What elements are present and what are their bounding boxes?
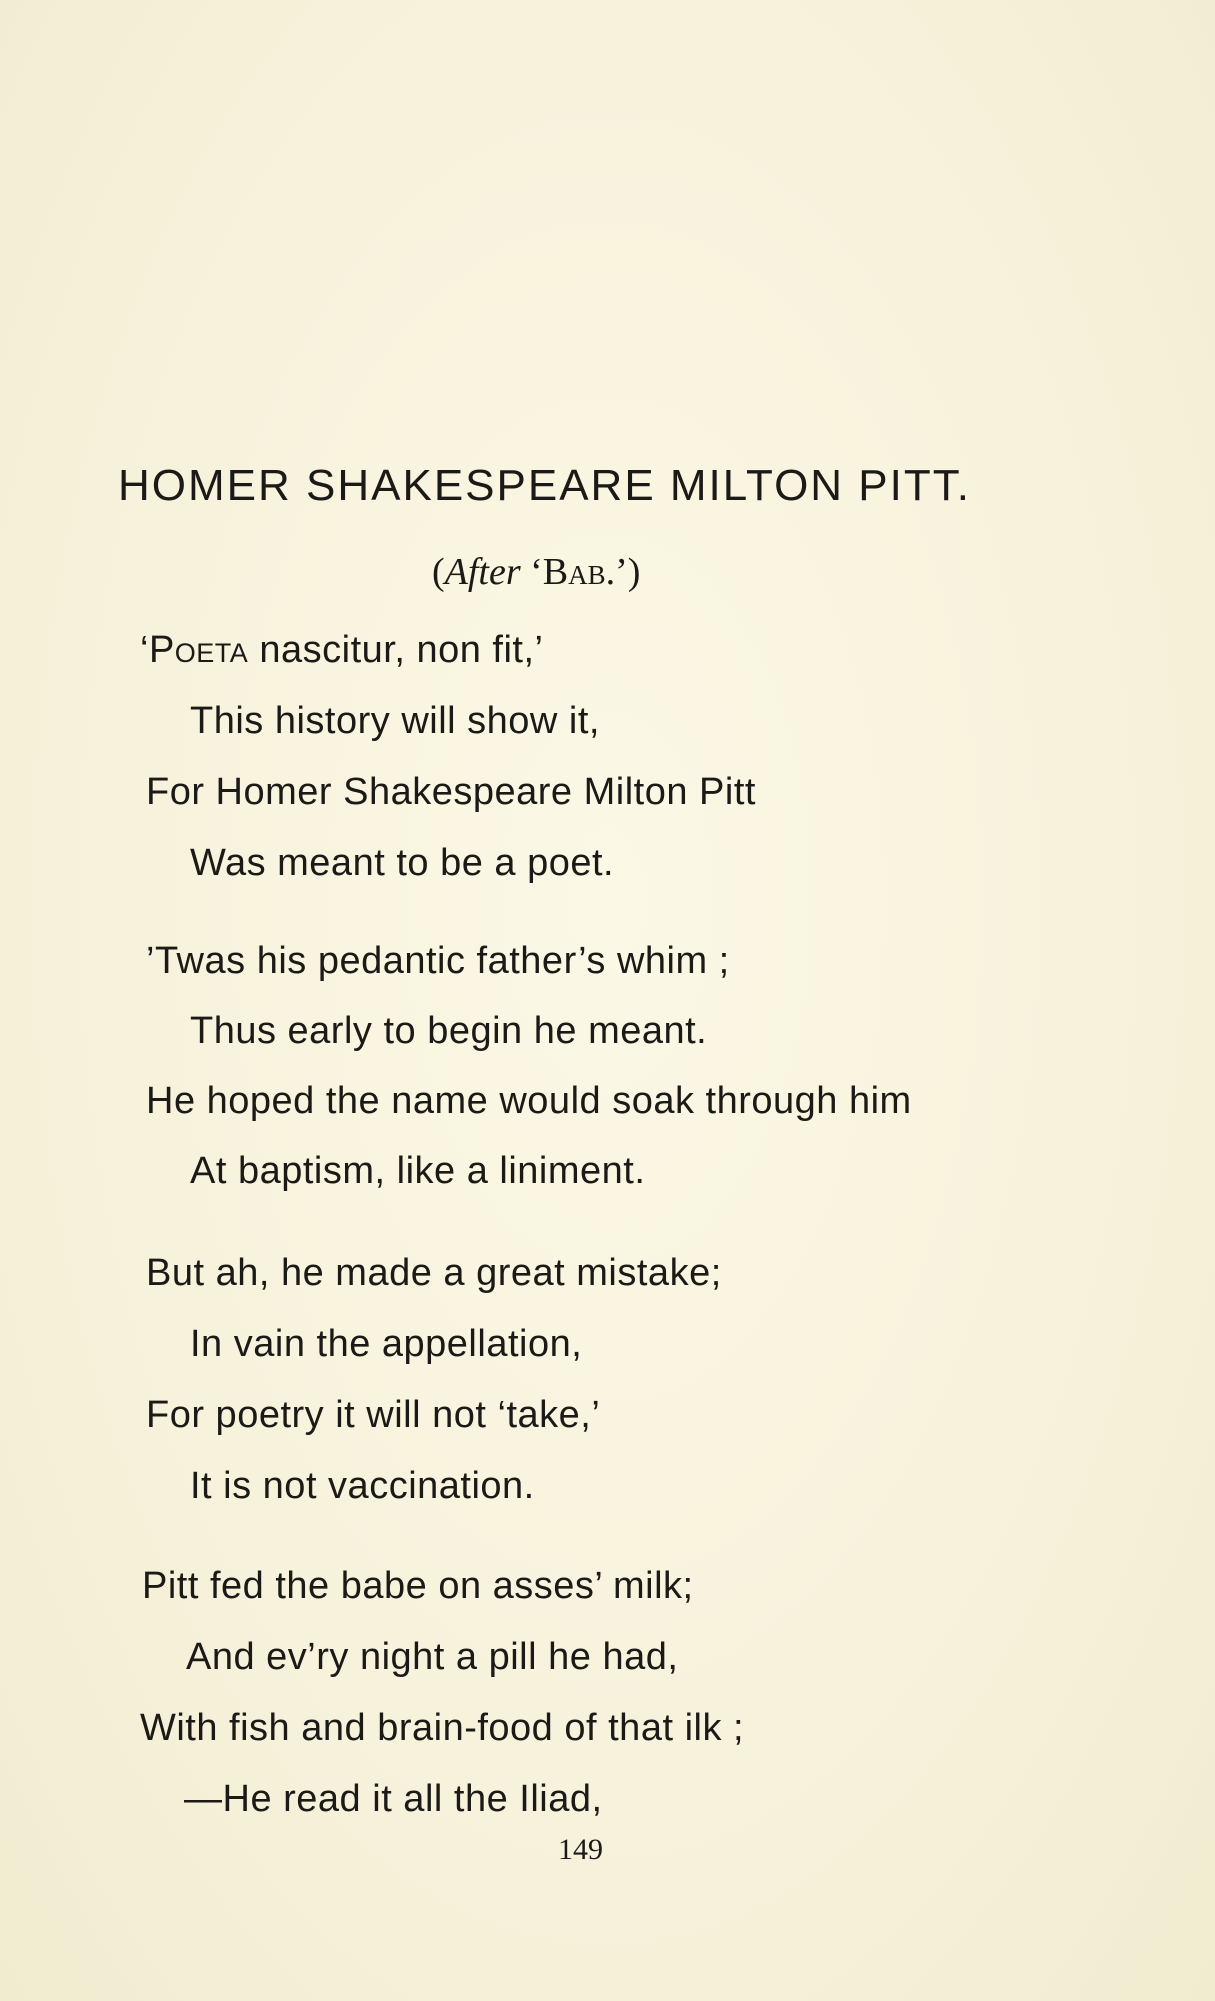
poem-line: And ev’ry night a pill he had, xyxy=(186,1636,679,1678)
page-number: 149 xyxy=(558,1833,603,1866)
poem-title: HOMER SHAKESPEARE MILTON PITT. xyxy=(118,461,971,510)
subtitle-open-paren: ( xyxy=(432,551,445,593)
poem-line: Pitt fed the babe on asses’ milk; xyxy=(142,1565,694,1607)
subtitle-bab: Bab. xyxy=(542,551,616,593)
first-line-poeta: Poeta xyxy=(148,629,249,671)
first-line-quote: ‘ xyxy=(140,629,149,671)
poem-line: But ah, he made a great mistake; xyxy=(146,1252,722,1294)
subtitle-close: ’) xyxy=(615,551,641,593)
subtitle-after: After xyxy=(444,551,521,593)
subtitle-quote: ‘ xyxy=(520,551,543,593)
poem-line: —He read it all the Iliad, xyxy=(184,1778,603,1820)
poem-line: It is not vaccination. xyxy=(190,1465,535,1507)
poem-line: He hoped the name would soak through him xyxy=(146,1080,912,1122)
poem-line: In vain the appellation, xyxy=(190,1323,583,1365)
first-line-rest: nascitur, non fit,’ xyxy=(248,629,544,671)
poem-line: Was meant to be a poet. xyxy=(190,842,615,884)
poem-line: For poetry it will not ‘take,’ xyxy=(146,1394,601,1436)
poem-line: ’Twas his pedantic father’s whim ; xyxy=(146,940,730,982)
poem-line: This history will show it, xyxy=(190,700,600,742)
poem-line: With fish and brain-food of that ilk ; xyxy=(140,1707,745,1749)
poem-line: For Homer Shakespeare Milton Pitt xyxy=(146,771,756,813)
poem-line: Thus early to begin he meant. xyxy=(190,1010,708,1052)
poem-line xyxy=(140,625,543,675)
poem-subtitle xyxy=(432,544,640,600)
poem-line: At baptism, like a liniment. xyxy=(190,1150,646,1192)
